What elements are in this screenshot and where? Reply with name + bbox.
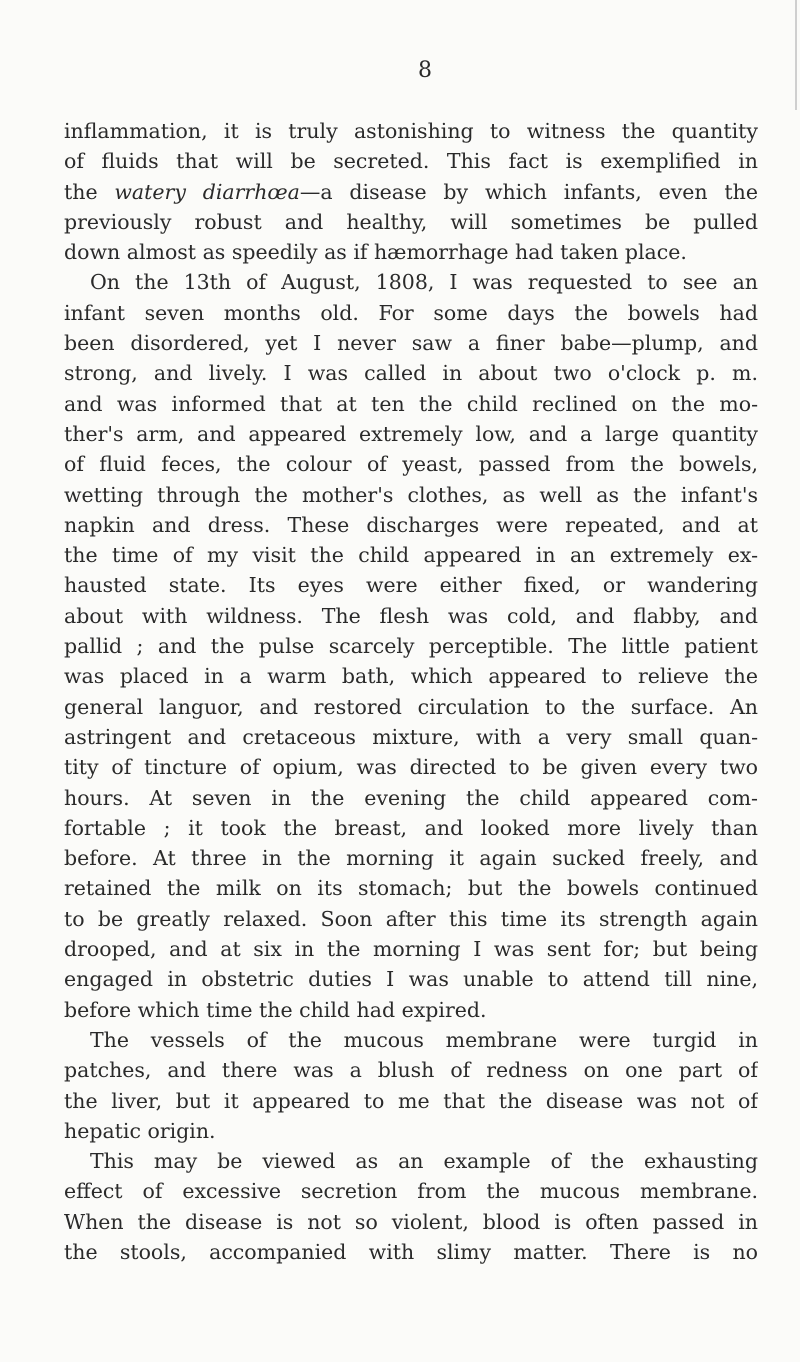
text-line: about with wildness. The flesh was cold, and flabby, and — [64, 603, 758, 628]
text-line: patches, and there was a blush of redness on one part of — [64, 1058, 758, 1083]
italic-phrase: watery diarrhœa — [114, 179, 300, 204]
text-line: the liver, but it appeared to me that the disease was not of — [64, 1088, 758, 1113]
text-line: retained the milk on its stomach; but the bowels continued — [64, 876, 758, 901]
body-text — [64, 116, 758, 1267]
text-line: the watery diarrhœa—a disease by which infants, even the — [64, 179, 758, 204]
text-line: hausted state. Its eyes were either fixed, or wandering — [64, 573, 758, 598]
text-line: tity of tincture of opium, was directed to be given every two — [64, 755, 758, 780]
text-line: was placed in a warm bath, which appeared to relieve the — [64, 664, 758, 689]
text-line: napkin and dress. These discharges were repeated, and at — [64, 512, 758, 537]
text-line: to be greatly relaxed. Soon after this time its strength again — [64, 906, 758, 931]
text-line: hours. At seven in the evening the child appeared com- — [64, 785, 758, 810]
text-line: hepatic origin. — [64, 1118, 216, 1143]
text-line: ther's arm, and appeared extremely low, and a large quantity — [64, 421, 758, 446]
text-line: previously robust and healthy, will sometimes be pulled — [64, 209, 758, 234]
text-line: When the disease is not so violent, blood is often passed in — [64, 1209, 758, 1234]
text-line: pallid ; and the pulse scarcely perceptible. The little patient — [64, 634, 758, 659]
text-line: infant seven months old. For some days the bowels had — [64, 300, 758, 325]
text-line: the time of my visit the child appeared in an extremely ex- — [64, 543, 758, 568]
text-line: The vessels of the mucous membrane were turgid in — [90, 1027, 758, 1052]
text-line: inflammation, it is truly astonishing to witness the quantity — [64, 119, 758, 143]
text-line: before. At three in the morning it again sucked freely, and — [64, 846, 758, 871]
text-line: been disordered, yet I never saw a finer babe—plump, and — [64, 331, 758, 356]
text-line: of fluid feces, the colour of yeast, passed from the bowels, — [64, 452, 758, 477]
text-line: drooped, and at six in the morning I was sent for; but being — [64, 937, 758, 962]
page-edge-line — [795, 0, 797, 110]
text-line: On the 13th of August, 1808, I was requested to see an — [90, 270, 758, 295]
text-line: astringent and cretaceous mixture, with a very small quan- — [64, 724, 758, 749]
text-line: This may be viewed as an example of the exhausting — [90, 1149, 758, 1174]
text-line: of fluids that will be secreted. This fact is exemplified in — [64, 149, 758, 174]
text-line: engaged in obstetric duties I was unable to attend till nine, — [64, 967, 758, 992]
text-line: general languor, and restored circulation to the surface. An — [64, 694, 758, 719]
text-line: fortable ; it took the breast, and looked more lively than — [64, 815, 758, 840]
text-line: down almost as speedily as if hæmorrhage had taken place. — [64, 240, 687, 265]
text-line: the stools, accompanied with slimy matter. There is no — [64, 1239, 758, 1264]
text-line: and was informed that at ten the child reclined on the mo- — [64, 391, 758, 416]
text-line: before which time the child had expired. — [64, 997, 487, 1022]
text-line: effect of excessive secretion from the mucous membrane. — [64, 1179, 758, 1204]
text-line: strong, and lively. I was called in about two o'clock p. m. — [64, 361, 758, 386]
text-line: wetting through the mother's clothes, as well as the infant's — [64, 482, 758, 507]
page-number: 8 — [418, 58, 432, 83]
